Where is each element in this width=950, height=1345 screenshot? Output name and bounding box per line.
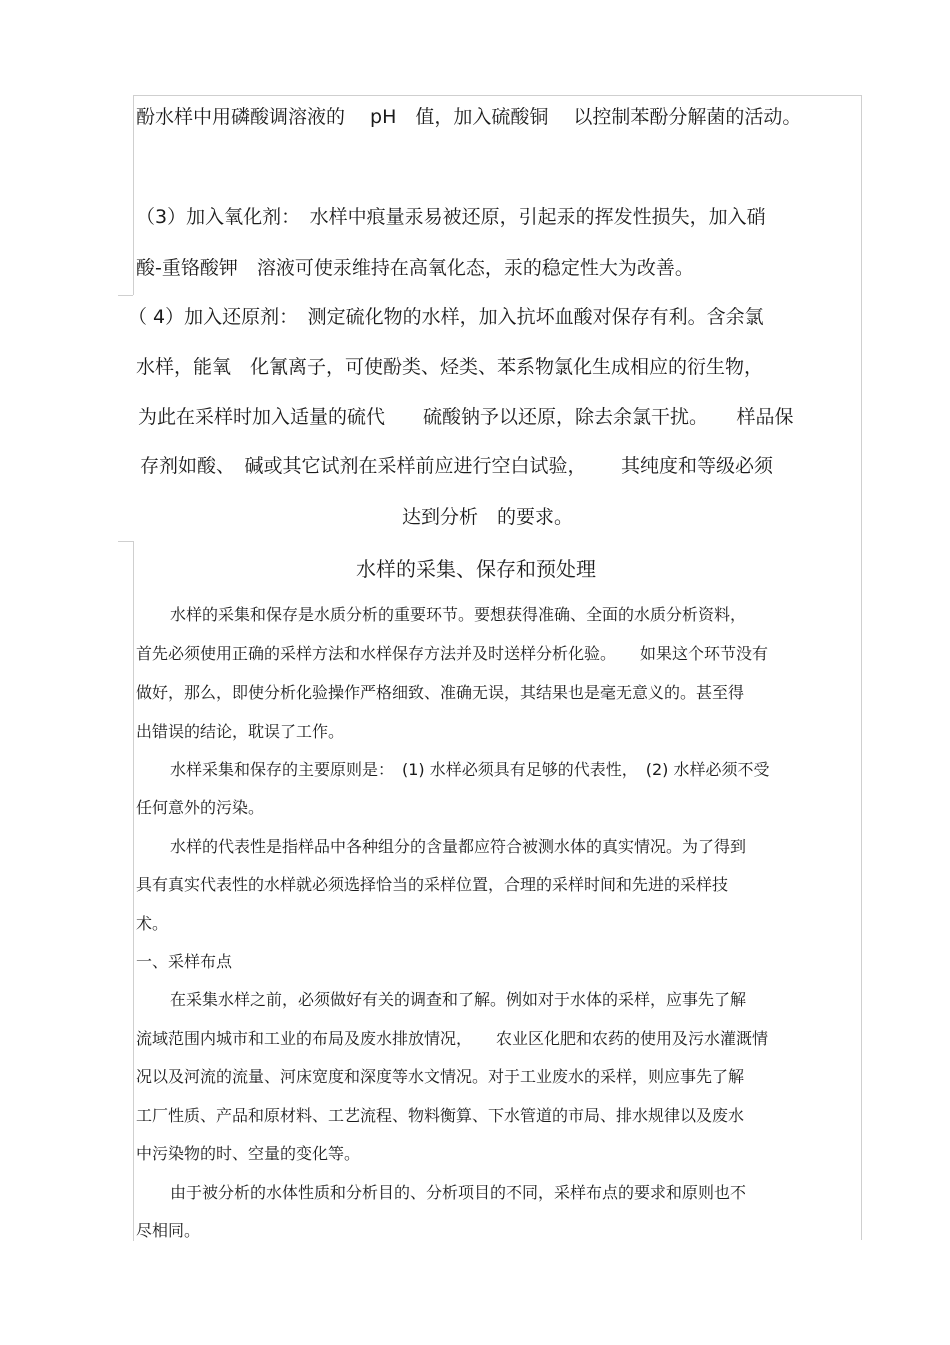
section-title: 水样的采集、保存和预处理 <box>356 557 596 581</box>
paragraph-line: 尽相同。 <box>136 1221 201 1240</box>
paragraph-line: 任何意外的污染。 <box>136 798 265 817</box>
paragraph-line: 流域范围内城市和工业的布局及废水排放情况， 农业区化肥和农药的使用及污水灌溉情 <box>136 1029 769 1048</box>
text-line: 为此在采样时加入适量的硫代 硫酸钠予以还原，除去余氯干扰。 样品保 <box>138 406 794 428</box>
text-line: 达到分析 的要求。 <box>402 506 574 528</box>
paragraph-line: 况以及河流的流量、河床宽度和深度等水文情况。对于工业废水的采样，则应事先了解 <box>136 1067 745 1086</box>
frame-right-line <box>861 95 862 1240</box>
text-line: 酸-重铬酸钾 溶液可使汞维持在高氧化态，汞的稳定性大为改善。 <box>136 257 694 279</box>
paragraph-line: 首先必须使用正确的采样方法和水样保存方法并及时送样分析化验。 如果这个环节没有 <box>136 644 769 663</box>
text-line: 存剂如酸、 碱或其它试剂在采样前应进行空白试验， 其纯度和等级必须 <box>140 455 774 477</box>
text-line: 水样，能氧 化氰离子，可使酚类、烃类、苯系物氯化生成相应的衍生物， <box>136 356 764 378</box>
paragraph-line: 中污染物的时、空量的变化等。 <box>136 1144 361 1163</box>
paragraph-line: 水样的代表性是指样品中各种组分的含量都应符合被测水体的真实情况。为了得到 <box>170 837 747 856</box>
frame-left-tick-2 <box>118 541 133 542</box>
paragraph-line: 在采集水样之前，必须做好有关的调查和了解。例如对于水体的采样，应事先了解 <box>170 990 747 1009</box>
frame-left-line-upper <box>133 95 134 295</box>
paragraph-line: 水样采集和保存的主要原则是： (1) 水样必须具有足够的代表性， (2) 水样必须不受 <box>170 760 770 779</box>
text-line: （3）加入氧化剂： 水样中痕量汞易被还原，引起汞的挥发性损失，加入硝 <box>136 206 766 228</box>
frame-left-tick-1 <box>118 295 133 296</box>
text-line: （ 4）加入还原剂： 测定硫化物的水样，加入抗坏血酸对保存有利。含余氯 <box>128 306 764 328</box>
text-line: 酚水样中用磷酸调溶液的 pH 值，加入硫酸铜 以控制苯酚分解菌的活动。 <box>136 106 802 128</box>
frame-left-line-lower <box>133 541 134 1241</box>
paragraph-line: 出错误的结论，耽误了工作。 <box>136 722 345 741</box>
paragraph-line: 水样的采集和保存是水质分析的重要环节。要想获得准确、全面的水质分析资料， <box>170 605 747 624</box>
subheading: 一、采样布点 <box>136 952 233 971</box>
paragraph-line: 术。 <box>136 914 169 933</box>
frame-top-line <box>133 95 862 96</box>
paragraph-line: 做好，那么，即使分析化验操作严格细致、准确无误，其结果也是毫无意义的。甚至得 <box>136 683 745 702</box>
paragraph-line: 由于被分析的水体性质和分析目的、分析项目的不同，采样布点的要求和原则也不 <box>170 1183 747 1202</box>
paragraph-line: 工厂性质、产品和原材料、工艺流程、物料衡算、下水管道的市局、排水规律以及废水 <box>136 1106 745 1125</box>
paragraph-line: 具有真实代表性的水样就必须选择恰当的采样位置，合理的采样时间和先进的采样技 <box>136 875 729 894</box>
